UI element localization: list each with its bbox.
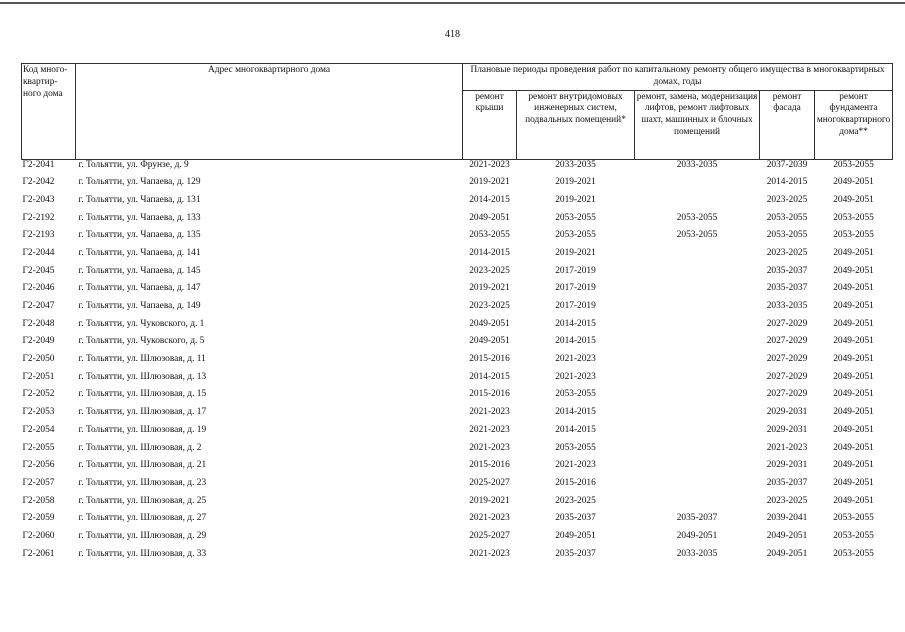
systems-period: 2017-2019 xyxy=(555,301,596,311)
table-row xyxy=(22,195,893,213)
house-code: Г2-2058 xyxy=(22,495,55,506)
table-row xyxy=(22,301,893,319)
foundation-period: 2053-2055 xyxy=(833,513,874,524)
header-periods: Плановые периоды проведения работ по капитальному ремонту общего имущества в многоквартирных домах, годы xyxy=(463,64,893,91)
house-address: г. Тольятти, ул. Чапаева, д. 141 xyxy=(78,247,201,258)
table-row xyxy=(22,177,893,195)
facade-period: 2014-2015 xyxy=(766,177,808,188)
house-code: Г2-2052 xyxy=(22,389,55,400)
facade-period: 2029-2031 xyxy=(766,460,808,471)
foundation-period: 2049-2051 xyxy=(833,318,874,329)
systems-period: 2021-2023 xyxy=(555,460,596,471)
house-address: г. Тольятти, ул. Чапаева, д. 129 xyxy=(78,177,201,188)
house-code: Г2-2060 xyxy=(22,530,55,541)
facade-period: 2035-2037 xyxy=(766,265,808,276)
table-row xyxy=(22,549,893,567)
table-row xyxy=(22,496,893,514)
house-address: г. Тольятти, ул. Шлюзовая, д. 2 xyxy=(78,442,202,453)
house-code: Г2-2045 xyxy=(22,265,55,276)
foundation-period: 2049-2051 xyxy=(833,354,874,365)
facade-period: 2027-2029 xyxy=(766,318,808,329)
table-row xyxy=(22,460,893,478)
systems-period: 2017-2019 xyxy=(555,265,596,276)
table-row xyxy=(22,266,893,284)
facade-period: 2027-2029 xyxy=(766,371,808,382)
roof-period: 2021-2023 xyxy=(469,548,510,559)
facade-period: 2049-2051 xyxy=(766,530,808,541)
systems-period: 2035-2037 xyxy=(555,513,596,524)
facade-period: 2027-2029 xyxy=(766,354,808,365)
systems-period: 2053-2055 xyxy=(555,230,596,241)
house-code: Г2-2054 xyxy=(22,424,55,435)
house-address: г. Тольятти, ул. Шлюзовая, д. 19 xyxy=(78,424,207,435)
house-address: г. Тольятти, ул. Шлюзовая, д. 33 xyxy=(78,548,207,559)
house-code: Г2-2061 xyxy=(22,548,55,559)
elevators-period xyxy=(635,389,760,407)
elevators-period: 2033-2035 xyxy=(676,548,718,559)
house-address: г. Тольятти, ул. Чуковского, д. 1 xyxy=(78,318,205,329)
house-address: г. Тольятти, ул. Чапаева, д. 147 xyxy=(78,283,201,294)
house-code: Г2-2047 xyxy=(22,301,55,311)
table-row xyxy=(22,513,893,531)
foundation-period: 2049-2051 xyxy=(833,424,874,435)
header-code: Код много-квартир-ного дома xyxy=(22,64,76,160)
elevators-period: 2053-2055 xyxy=(676,212,718,223)
house-code: Г2-2055 xyxy=(22,442,55,453)
facade-period: 2037-2039 xyxy=(766,159,808,170)
house-address: г. Тольятти, ул. Шлюзовая, д. 13 xyxy=(78,371,207,382)
facade-period: 2029-2031 xyxy=(766,407,808,418)
elevators-period xyxy=(635,336,760,354)
house-code: Г2-2056 xyxy=(22,460,55,471)
roof-period: 2025-2027 xyxy=(469,530,510,541)
house-code: Г2-2049 xyxy=(22,336,55,347)
systems-period: 2035-2037 xyxy=(555,548,596,559)
elevators-period xyxy=(635,354,760,372)
foundation-period: 2053-2055 xyxy=(833,230,874,241)
house-code: Г2-2050 xyxy=(22,354,55,365)
foundation-period: 2049-2051 xyxy=(833,460,874,471)
systems-period: 2053-2055 xyxy=(555,212,596,223)
facade-period: 2049-2051 xyxy=(766,548,808,559)
elevators-period xyxy=(635,425,760,443)
roof-period: 2021-2023 xyxy=(469,159,510,170)
systems-period: 2019-2021 xyxy=(555,194,596,205)
systems-period: 2021-2023 xyxy=(555,371,596,382)
roof-period: 2023-2025 xyxy=(469,265,510,276)
elevators-period xyxy=(635,478,760,496)
header-foundation: ремонт фундамента многоквартирного дома** xyxy=(815,90,893,159)
roof-period: 2049-2051 xyxy=(469,318,510,329)
systems-period: 2019-2021 xyxy=(555,247,596,258)
systems-period: 2023-2025 xyxy=(555,495,596,506)
house-address: г. Тольятти, ул. Шлюзовая, д. 21 xyxy=(78,460,207,471)
elevators-period: 2033-2035 xyxy=(676,159,718,170)
foundation-period: 2049-2051 xyxy=(833,177,874,188)
house-code: Г2-2051 xyxy=(22,371,55,382)
facade-period: 2033-2035 xyxy=(766,301,808,311)
roof-period: 2053-2055 xyxy=(469,230,510,241)
systems-period: 2014-2015 xyxy=(555,407,596,418)
systems-period: 2017-2019 xyxy=(555,283,596,294)
roof-period: 2021-2023 xyxy=(469,424,510,435)
elevators-period xyxy=(635,443,760,461)
roof-period: 2021-2023 xyxy=(469,513,510,524)
table-row xyxy=(22,531,893,549)
table-row xyxy=(22,319,893,337)
table-row xyxy=(22,283,893,301)
foundation-period: 2049-2051 xyxy=(833,283,874,294)
house-address: г. Тольятти, ул. Шлюзовая, д. 25 xyxy=(78,495,207,506)
roof-period: 2019-2021 xyxy=(469,283,510,294)
table-row xyxy=(22,159,893,177)
house-address: г. Тольятти, ул. Чапаева, д. 133 xyxy=(78,212,201,223)
systems-period: 2049-2051 xyxy=(555,530,596,541)
systems-period: 2014-2015 xyxy=(555,336,596,347)
roof-period: 2014-2015 xyxy=(469,371,510,382)
house-code: Г2-2053 xyxy=(22,407,55,418)
elevators-period xyxy=(635,283,760,301)
systems-period: 2014-2015 xyxy=(555,424,596,435)
roof-period: 2014-2015 xyxy=(469,247,510,258)
elevators-period xyxy=(635,460,760,478)
roof-period: 2025-2027 xyxy=(469,477,510,488)
page-number: 418 xyxy=(445,29,460,40)
roof-period: 2014-2015 xyxy=(469,194,510,205)
header-address: Адрес многоквартирного дома xyxy=(76,64,463,160)
facade-period: 2053-2055 xyxy=(766,230,808,241)
foundation-period: 2049-2051 xyxy=(833,495,874,506)
house-code: Г2-2044 xyxy=(22,247,55,258)
roof-period: 2019-2021 xyxy=(469,177,510,188)
house-address: г. Тольятти, ул. Чапаева, д. 135 xyxy=(78,230,201,241)
roof-period: 2023-2025 xyxy=(469,301,510,311)
top-border-line xyxy=(0,2,905,4)
table-body xyxy=(22,159,893,566)
house-address: г. Тольятти, ул. Чапаева, д. 149 xyxy=(78,301,201,311)
systems-period: 2019-2021 xyxy=(555,177,596,188)
facade-period: 2029-2031 xyxy=(766,424,808,435)
elevators-period xyxy=(635,177,760,195)
house-code: Г2-2057 xyxy=(22,477,55,488)
roof-period: 2021-2023 xyxy=(469,407,510,418)
foundation-period: 2049-2051 xyxy=(833,477,874,488)
house-code: Г2-2048 xyxy=(22,318,55,329)
elevators-period xyxy=(635,195,760,213)
foundation-period: 2053-2055 xyxy=(833,548,874,559)
foundation-period: 2049-2051 xyxy=(833,194,874,205)
table-row xyxy=(22,372,893,390)
roof-period: 2015-2016 xyxy=(469,460,510,471)
elevators-period xyxy=(635,496,760,514)
facade-period: 2021-2023 xyxy=(766,442,808,453)
house-address: г. Тольятти, ул. Чуковского, д. 5 xyxy=(78,336,205,347)
house-address: г. Тольятти, ул. Фрунзе, д. 9 xyxy=(78,159,189,170)
house-address: г. Тольятти, ул. Шлюзовая, д. 15 xyxy=(78,389,207,400)
header-roof: ремонт крыши xyxy=(463,90,517,159)
house-address: г. Тольятти, ул. Чапаева, д. 131 xyxy=(78,194,201,205)
roof-period: 2015-2016 xyxy=(469,389,510,400)
facade-period: 2039-2041 xyxy=(766,513,808,524)
house-address: г. Тольятти, ул. Шлюзовая, д. 23 xyxy=(78,477,207,488)
facade-period: 2053-2055 xyxy=(766,212,808,223)
house-address: г. Тольятти, ул. Шлюзовая, д. 29 xyxy=(78,530,207,541)
systems-period: 2053-2055 xyxy=(555,389,596,400)
header-facade: ремонт фасада xyxy=(760,90,815,159)
header-systems: ремонт внутридомовых инженерных систем, подвальных помещений* xyxy=(517,90,635,159)
elevators-period: 2053-2055 xyxy=(676,230,718,241)
table-row xyxy=(22,443,893,461)
table-row xyxy=(22,354,893,372)
table-row xyxy=(22,407,893,425)
roof-period: 2049-2051 xyxy=(469,336,510,347)
facade-period: 2027-2029 xyxy=(766,336,808,347)
table-row xyxy=(22,230,893,248)
facade-period: 2023-2025 xyxy=(766,194,808,205)
elevators-period: 2035-2037 xyxy=(676,513,718,524)
elevators-period: 2049-2051 xyxy=(676,530,718,541)
roof-period: 2021-2023 xyxy=(469,442,510,453)
house-code: Г2-2059 xyxy=(22,513,55,524)
foundation-period: 2049-2051 xyxy=(833,336,874,347)
house-code: Г2-2193 xyxy=(22,230,55,241)
roof-period: 2019-2021 xyxy=(469,495,510,506)
house-address: г. Тольятти, ул. Шлюзовая, д. 27 xyxy=(78,513,207,524)
foundation-period: 2053-2055 xyxy=(833,159,874,170)
foundation-period: 2049-2051 xyxy=(833,407,874,418)
systems-period: 2015-2016 xyxy=(555,477,596,488)
facade-period: 2035-2037 xyxy=(766,283,808,294)
house-address: г. Тольятти, ул. Шлюзовая, д. 17 xyxy=(78,407,207,418)
elevators-period xyxy=(635,301,760,319)
elevators-period xyxy=(635,266,760,284)
house-code: Г2-2041 xyxy=(22,159,55,170)
systems-period: 2021-2023 xyxy=(555,354,596,365)
house-address: г. Тольятти, ул. Чапаева, д. 145 xyxy=(78,265,201,276)
elevators-period xyxy=(635,372,760,390)
header-elevators: ремонт, замена, модернизация лифтов, ремонт лифтовых шахт, машинных и блочных помещений xyxy=(635,90,760,159)
foundation-period: 2049-2051 xyxy=(833,371,874,382)
house-code: Г2-2042 xyxy=(22,177,55,188)
table-row xyxy=(22,336,893,354)
table-row xyxy=(22,248,893,266)
foundation-period: 2049-2051 xyxy=(833,442,874,453)
house-code: Г2-2046 xyxy=(22,283,55,294)
house-code: Г2-2043 xyxy=(22,194,55,205)
foundation-period: 2049-2051 xyxy=(833,265,874,276)
table-row xyxy=(22,478,893,496)
table-row xyxy=(22,425,893,443)
foundation-period: 2053-2055 xyxy=(833,212,874,223)
facade-period: 2035-2037 xyxy=(766,477,808,488)
systems-period: 2014-2015 xyxy=(555,318,596,329)
foundation-period: 2049-2051 xyxy=(833,247,874,258)
elevators-period xyxy=(635,407,760,425)
roof-period: 2015-2016 xyxy=(469,354,510,365)
elevators-period xyxy=(635,248,760,266)
systems-period: 2053-2055 xyxy=(555,442,596,453)
facade-period: 2027-2029 xyxy=(766,389,808,400)
foundation-period: 2049-2051 xyxy=(833,301,874,311)
house-address: г. Тольятти, ул. Шлюзовая, д. 11 xyxy=(78,354,206,365)
facade-period: 2023-2025 xyxy=(766,495,808,506)
table-row xyxy=(22,213,893,231)
roof-period: 2049-2051 xyxy=(469,212,510,223)
house-code: Г2-2192 xyxy=(22,212,55,223)
repair-schedule-table xyxy=(21,63,893,566)
systems-period: 2033-2035 xyxy=(555,159,596,170)
facade-period: 2023-2025 xyxy=(766,247,808,258)
elevators-period xyxy=(635,319,760,337)
foundation-period: 2053-2055 xyxy=(833,530,874,541)
foundation-period: 2049-2051 xyxy=(833,389,874,400)
table-row xyxy=(22,389,893,407)
